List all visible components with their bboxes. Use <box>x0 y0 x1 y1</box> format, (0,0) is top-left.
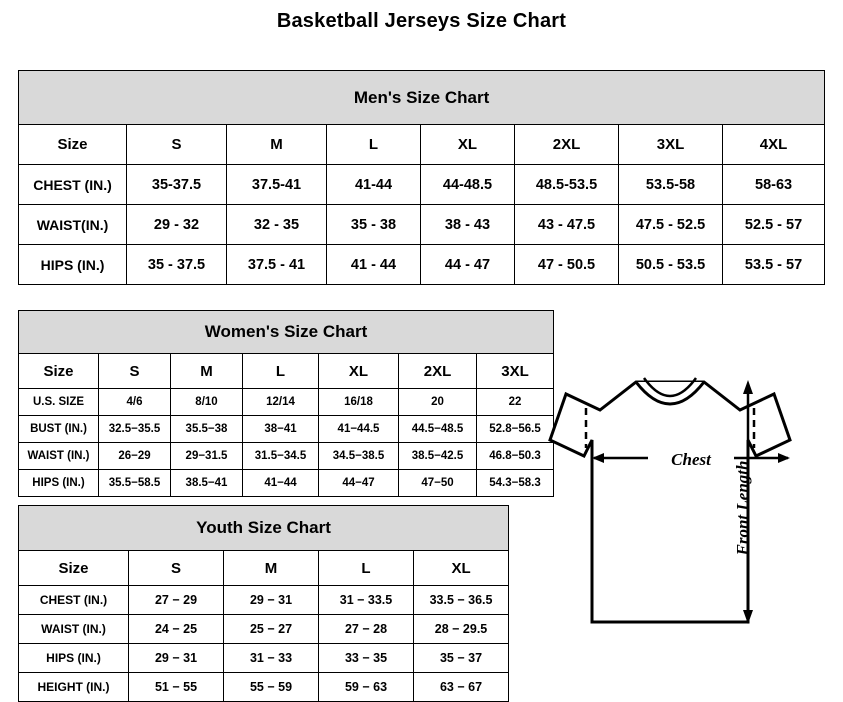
youth-row-label-hips: HIPS (IN.) <box>19 644 129 673</box>
table-row <box>19 615 509 644</box>
chest-label: Chest <box>671 450 711 469</box>
mens-col-l: L <box>327 125 421 165</box>
youth-chest-l: 31 − 33.5 <box>319 586 414 615</box>
womens-bust-l: 38−41 <box>243 416 319 443</box>
mens-header-size: Size <box>19 125 127 165</box>
table-row <box>19 245 825 285</box>
youth-chest-m: 29 − 31 <box>224 586 319 615</box>
womens-hips-3xl: 54.3−58.3 <box>477 470 554 497</box>
womens-waist-xl: 34.5−38.5 <box>319 443 399 470</box>
youth-chest-s: 27 − 29 <box>129 586 224 615</box>
youth-waist-m: 25 − 27 <box>224 615 319 644</box>
womens-size-chart-table <box>18 310 554 497</box>
womens-waist-s: 26−29 <box>99 443 171 470</box>
youth-chart-title: Youth Size Chart <box>19 506 509 551</box>
mens-row-label-hips: HIPS (IN.) <box>19 245 127 285</box>
womens-hips-l: 41−44 <box>243 470 319 497</box>
womens-us-size-s: 4/6 <box>99 389 171 416</box>
womens-bust-s: 32.5−35.5 <box>99 416 171 443</box>
womens-header-row <box>19 354 554 389</box>
womens-hips-m: 38.5−41 <box>171 470 243 497</box>
mens-chest-m: 37.5-41 <box>227 165 327 205</box>
mens-chest-3xl: 53.5-58 <box>619 165 723 205</box>
youth-col-m: M <box>224 551 319 586</box>
mens-row-label-waist: WAIST(IN.) <box>19 205 127 245</box>
mens-col-2xl: 2XL <box>515 125 619 165</box>
youth-chest-xl: 33.5 − 36.5 <box>414 586 509 615</box>
jersey-outline <box>550 382 790 622</box>
youth-waist-s: 24 − 25 <box>129 615 224 644</box>
womens-bust-m: 35.5−38 <box>171 416 243 443</box>
womens-header-size: Size <box>19 354 99 389</box>
mens-chest-2xl: 48.5-53.5 <box>515 165 619 205</box>
table-row <box>19 470 554 497</box>
youth-header-size: Size <box>19 551 129 586</box>
table-row <box>19 205 825 245</box>
mens-waist-3xl: 47.5 - 52.5 <box>619 205 723 245</box>
youth-col-s: S <box>129 551 224 586</box>
youth-hips-s: 29 − 31 <box>129 644 224 673</box>
mens-chest-4xl: 58-63 <box>723 165 825 205</box>
mens-chest-l: 41-44 <box>327 165 421 205</box>
mens-hips-l: 41 - 44 <box>327 245 421 285</box>
youth-hips-xl: 35 − 37 <box>414 644 509 673</box>
mens-waist-m: 32 - 35 <box>227 205 327 245</box>
table-row <box>19 644 509 673</box>
mens-col-3xl: 3XL <box>619 125 723 165</box>
mens-col-xl: XL <box>421 125 515 165</box>
womens-col-m: M <box>171 354 243 389</box>
youth-header-row <box>19 551 509 586</box>
womens-row-label-waist: WAIST (IN.) <box>19 443 99 470</box>
mens-chest-s: 35-37.5 <box>127 165 227 205</box>
womens-us-size-3xl: 22 <box>477 389 554 416</box>
mens-waist-l: 35 - 38 <box>327 205 421 245</box>
youth-col-xl: XL <box>414 551 509 586</box>
mens-chest-xl: 44-48.5 <box>421 165 515 205</box>
mens-chart-title: Men's Size Chart <box>19 71 825 125</box>
womens-col-3xl: 3XL <box>477 354 554 389</box>
jersey-measurement-diagram <box>548 348 838 678</box>
womens-bust-xl: 41−44.5 <box>319 416 399 443</box>
youth-height-m: 55 − 59 <box>224 673 319 702</box>
youth-col-l: L <box>319 551 414 586</box>
mens-row-label-chest: CHEST (IN.) <box>19 165 127 205</box>
youth-chart-caption-row <box>19 506 509 551</box>
mens-waist-2xl: 43 - 47.5 <box>515 205 619 245</box>
table-row <box>19 389 554 416</box>
womens-hips-2xl: 47−50 <box>399 470 477 497</box>
mens-header-row <box>19 125 825 165</box>
mens-col-s: S <box>127 125 227 165</box>
youth-hips-m: 31 − 33 <box>224 644 319 673</box>
youth-height-xl: 63 − 67 <box>414 673 509 702</box>
mens-col-4xl: 4XL <box>723 125 825 165</box>
womens-bust-3xl: 52.8−56.5 <box>477 416 554 443</box>
womens-waist-m: 29−31.5 <box>171 443 243 470</box>
mens-waist-xl: 38 - 43 <box>421 205 515 245</box>
womens-row-label-us-size: U.S. SIZE <box>19 389 99 416</box>
mens-waist-4xl: 52.5 - 57 <box>723 205 825 245</box>
table-row <box>19 586 509 615</box>
womens-us-size-m: 8/10 <box>171 389 243 416</box>
mens-hips-2xl: 47 - 50.5 <box>515 245 619 285</box>
youth-height-s: 51 − 55 <box>129 673 224 702</box>
mens-hips-3xl: 50.5 - 53.5 <box>619 245 723 285</box>
table-row <box>19 443 554 470</box>
womens-col-s: S <box>99 354 171 389</box>
chest-arrow-right <box>778 453 790 463</box>
page-title: Basketball Jerseys Size Chart <box>276 10 567 32</box>
mens-hips-xl: 44 - 47 <box>421 245 515 285</box>
table-row <box>19 165 825 205</box>
youth-height-l: 59 − 63 <box>319 673 414 702</box>
womens-us-size-2xl: 20 <box>399 389 477 416</box>
womens-chart-title: Women's Size Chart <box>19 311 554 354</box>
womens-row-label-hips: HIPS (IN.) <box>19 470 99 497</box>
womens-bust-2xl: 44.5−48.5 <box>399 416 477 443</box>
mens-size-chart-table <box>18 70 825 285</box>
womens-col-l: L <box>243 354 319 389</box>
womens-waist-3xl: 46.8−50.3 <box>477 443 554 470</box>
mens-hips-4xl: 53.5 - 57 <box>723 245 825 285</box>
youth-waist-xl: 28 − 29.5 <box>414 615 509 644</box>
womens-us-size-xl: 16/18 <box>319 389 399 416</box>
womens-col-2xl: 2XL <box>399 354 477 389</box>
mens-col-m: M <box>227 125 327 165</box>
womens-waist-2xl: 38.5−42.5 <box>399 443 477 470</box>
womens-hips-xl: 44−47 <box>319 470 399 497</box>
table-row <box>19 416 554 443</box>
mens-hips-s: 35 - 37.5 <box>127 245 227 285</box>
front-length-arrow-top <box>743 380 753 394</box>
womens-col-xl: XL <box>319 354 399 389</box>
womens-hips-s: 35.5−58.5 <box>99 470 171 497</box>
youth-hips-l: 33 − 35 <box>319 644 414 673</box>
womens-chart-caption-row <box>19 311 554 354</box>
womens-row-label-bust: BUST (IN.) <box>19 416 99 443</box>
youth-row-label-waist: WAIST (IN.) <box>19 615 129 644</box>
youth-size-chart-table <box>18 505 509 702</box>
youth-row-label-height: HEIGHT (IN.) <box>19 673 129 702</box>
mens-chart-caption-row <box>19 71 825 125</box>
womens-us-size-l: 12/14 <box>243 389 319 416</box>
mens-hips-m: 37.5 - 41 <box>227 245 327 285</box>
table-row <box>19 673 509 702</box>
youth-row-label-chest: CHEST (IN.) <box>19 586 129 615</box>
youth-waist-l: 27 − 28 <box>319 615 414 644</box>
womens-waist-l: 31.5−34.5 <box>243 443 319 470</box>
mens-waist-s: 29 - 32 <box>127 205 227 245</box>
front-length-label: Front Length <box>733 460 752 556</box>
